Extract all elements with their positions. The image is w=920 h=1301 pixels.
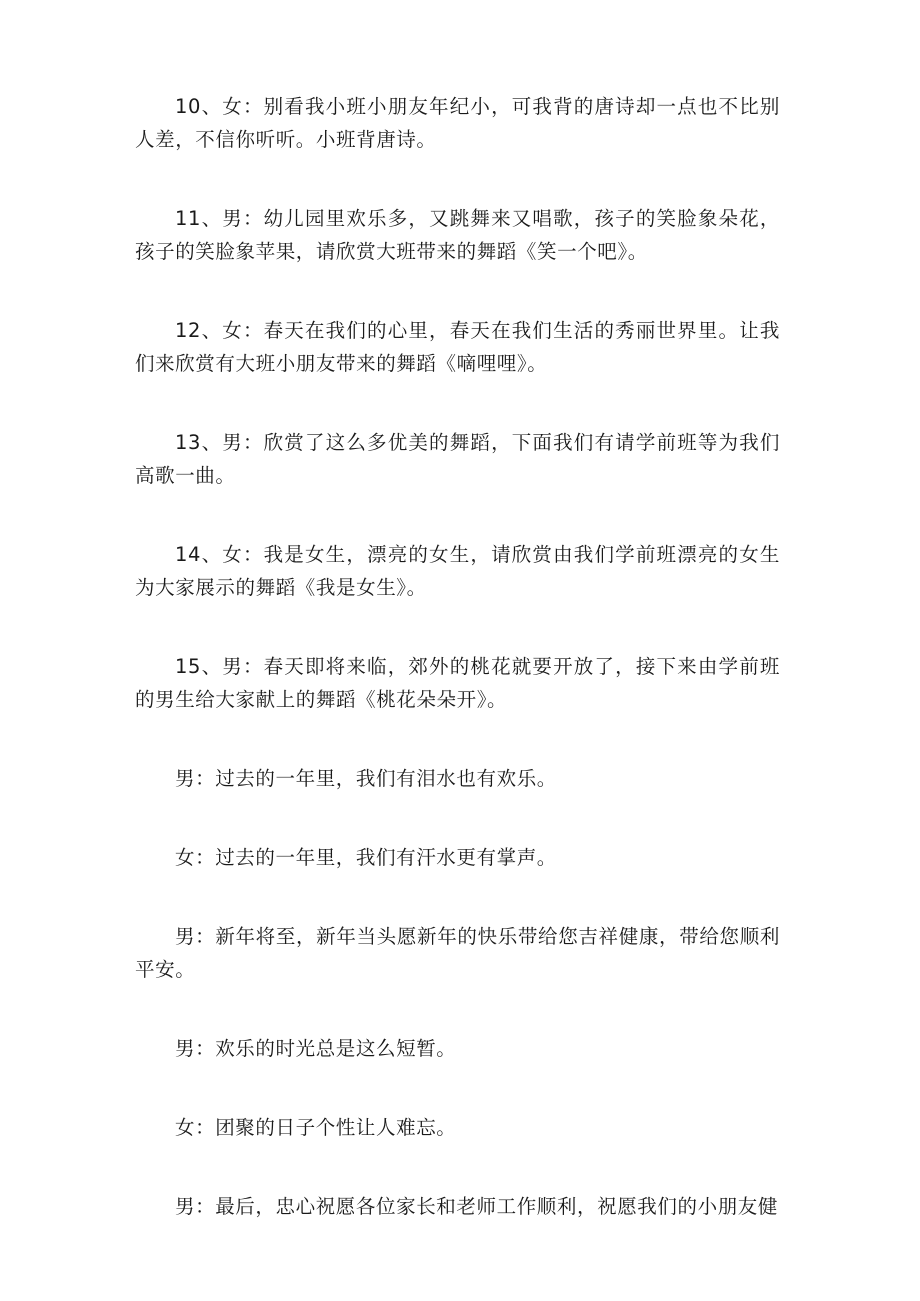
paragraph-15: 15、男：春天即将来临，郊外的桃花就要开放了，接下来由学前班的男生给大家献上的舞蹈《桃花朵朵开》。 — [135, 655, 780, 711]
paragraph-female-reunion: 女：团聚的日子个性让人难忘。 — [175, 1116, 457, 1139]
paragraph-female-past-year: 女：过去的一年里，我们有汗水更有掌声。 — [175, 846, 557, 869]
paragraph-14: 14、女：我是女生，漂亮的女生，请欣赏由我们学前班漂亮的女生为大家展示的舞蹈《我是女生》。 — [135, 543, 780, 599]
paragraph-10: 10、女：别看我小班小朋友年纪小，可我背的唐诗却一点也不比别人差，不信你听听。小班背唐诗。 — [135, 95, 780, 151]
paragraph-12: 12、女：春天在我们的心里，春天在我们生活的秀丽世界里。让我们来欣赏有大班小朋友带来的舞蹈《嘀哩哩》。 — [135, 319, 780, 375]
document-body — [135, 90, 780, 1269]
paragraph-male-closing: 男：最后，忠心祝愿各位家长和老师工作顺利，祝愿我们的小朋友健 — [175, 1195, 779, 1218]
paragraph-male-new-year: 男：新年将至，新年当头愿新年的快乐带给您吉祥健康，带给您顺利平安。 — [135, 925, 780, 981]
paragraph-11: 11、男：幼儿园里欢乐多，又跳舞来又唱歌，孩子的笑脸象朵花，孩子的笑脸象苹果，请欣赏大班带来的舞蹈《笑一个吧》。 — [135, 207, 780, 263]
paragraph-male-past-year: 男：过去的一年里，我们有泪水也有欢乐。 — [175, 767, 557, 790]
paragraph-male-short-time: 男：欢乐的时光总是这么短暂。 — [175, 1037, 457, 1060]
paragraph-13: 13、男：欣赏了这么多优美的舞蹈，下面我们有请学前班等为我们高歌一曲。 — [135, 431, 780, 487]
